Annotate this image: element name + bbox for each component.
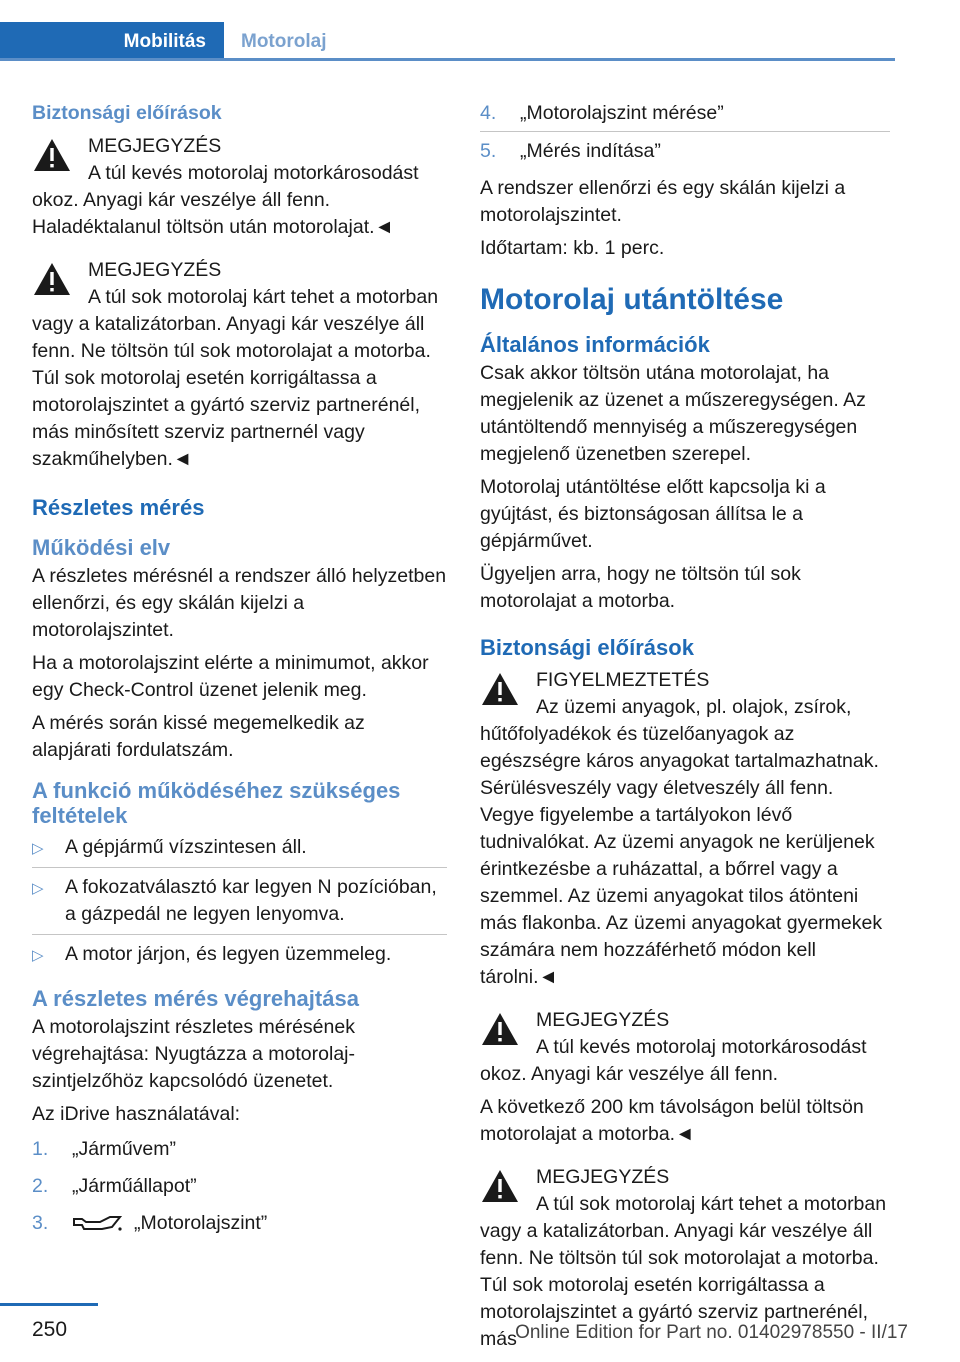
note-text: A túl kevés motorolaj motorkárosodást okoz. Anyagi kár veszélye áll fenn. <box>480 1036 867 1085</box>
paragraph: A rendszer ellenőrzi és egy skálán kijelzi a motorolajszintet. <box>480 177 846 226</box>
list-item: ▷ A fokozatválasztó kar legyen N pozícióban, a gázpedál ne legyen lenyomva. <box>32 874 447 935</box>
chapter-heading: Motorolaj utántöltése <box>480 283 784 316</box>
right-column <box>480 100 890 1359</box>
warning-triangle-icon <box>32 261 72 297</box>
header-divider <box>0 58 895 61</box>
note-text: A túl kevés motorolaj motorkárosodást okoz. Anyagi kár veszélye áll fenn. Haladéktalanul töltsön után motorolajat.◄ <box>32 162 419 238</box>
subsection-heading: A funkció működéséhez szükséges feltételek <box>32 778 401 828</box>
note-title: MEGJEGYZÉS <box>88 259 222 281</box>
paragraph: Motorolaj utántöltése előtt kapcsolja ki a gyújtást, és biztonságosan állítsa le a gépjárművet. <box>480 476 826 552</box>
conditions-list <box>32 834 447 974</box>
subsection-heading: A részletes mérés végrehajtása <box>32 986 359 1011</box>
steps-list <box>32 1136 447 1237</box>
oil-can-icon <box>72 1213 124 1235</box>
step-item: 5. „Mérés indítása” <box>480 140 661 162</box>
section-heading: Részletes mérés <box>32 495 205 520</box>
warning-triangle-icon <box>32 137 72 173</box>
note-text: A túl sok motorolaj kárt tehet a motorban vagy a katalizátorban. Anyagi kár veszélye áll fenn. Ne töltsön túl sok motorolajat a motorba. Túl sok motorolaj esetén korrigáltassa a motorolajszintet a gyártó szerviz partnerénél, más <box>480 1193 887 1350</box>
paragraph: A mérés során kissé megemelkedik az alapjárati fordulatszám. <box>32 712 365 761</box>
warning-text: Az üzemi anyagok, pl. olajok, zsírok, hűtőfolyadékok és tüzelőanyagok az egészségre káros anyagokat tartalmazhatnak. Sérülésveszély vagy életveszély áll fenn. Vegye figyelembe a tartályokon lévő tudnivalókat. Az üzemi anyagok ne kerüljenek érintkezésbe a ruházattal, a bőrrel vagy a szemmel. Az üzemi anyagokat tilos átönteni más flakonba. Az üzemi anyagokat gyermekek számára nem hozzáférhető módon kell tárolni.◄ <box>480 696 883 988</box>
page-header <box>0 0 895 62</box>
subsection-heading: Működési elv <box>32 535 171 560</box>
note-text: A következő 200 km távolságon belül töltsön motorolajat a motorba.◄ <box>480 1096 864 1145</box>
tab-motorolaj[interactable]: Motorolaj <box>241 30 327 52</box>
triangle-bullet-icon: ▷ <box>32 840 44 857</box>
step-item: 2. „Járműállapot” <box>32 1175 197 1197</box>
paragraph: Ügyeljen arra, hogy ne töltsön túl sok motorolajat a motorba. <box>480 563 801 612</box>
step-item: 1. „Járművem” <box>32 1138 177 1160</box>
edition-text: Online Edition for Part no. 01402978550 - II/17 <box>515 1322 908 1343</box>
note-title: MEGJEGYZÉS <box>536 1009 670 1031</box>
paragraph: Ha a motorolajszint elérte a minimumot, akkor egy Check-Control üzenet jelenik meg. <box>32 652 429 701</box>
paragraph: Időtartam: kb. 1 perc. <box>480 237 665 259</box>
triangle-bullet-icon: ▷ <box>32 947 44 964</box>
note-block <box>480 1007 890 1148</box>
note-text: A túl sok motorolaj kárt tehet a motorban vagy a katalizátorban. Anyagi kár veszélye áll fenn. Ne töltsön túl sok motorolajat a motorba. Túl sok motorolaj esetén korrigáltassa a motorolajszintet a gyártó szerviz partnerénél, más minősített szerviz partnernél vagy szakműhelyben.◄ <box>32 286 439 470</box>
paragraph: A részletes mérésnél a rendszer álló helyzetben ellenőrzi, és egy skálán kijelzi a motorolajszintet. <box>32 565 447 641</box>
paragraph: Csak akkor töltsön utána motorolajat, ha megjelenik az üzenet a műszeregységen. Az utántöltendő mennyiség a műszeregységen megjelenő üzenetben szerepel. <box>480 362 866 465</box>
footer-divider <box>0 1303 98 1306</box>
paragraph: Az iDrive használatával: <box>32 1103 241 1125</box>
paragraph: A motorolajszint részletes mérésének végrehajtása: Nyugtázza a motorolaj-szintjelzőhöz kapcsolódó üzenetet. <box>32 1016 355 1092</box>
step-item: 4. „Motorolajszint mérése” <box>480 100 890 132</box>
left-column <box>32 100 447 1247</box>
safety-heading: Biztonsági előírások <box>32 102 222 124</box>
triangle-bullet-icon: ▷ <box>32 880 44 897</box>
page-number: 250 <box>32 1318 68 1341</box>
warning-title: FIGYELMEZTETÉS <box>536 669 710 691</box>
note-title: MEGJEGYZÉS <box>88 135 222 157</box>
warning-triangle-icon <box>480 1011 520 1047</box>
note-block <box>32 133 447 241</box>
steps-list <box>480 100 890 165</box>
step-item: 3. „Motorolajszint” <box>32 1212 268 1234</box>
warning-triangle-icon <box>480 671 520 707</box>
note-block <box>32 257 447 473</box>
subsection-heading: Általános információk <box>480 332 710 357</box>
warning-triangle-icon <box>480 1168 520 1204</box>
tab-mobilitas[interactable]: Mobilitás <box>0 22 224 61</box>
note-title: MEGJEGYZÉS <box>536 1166 670 1188</box>
warning-block <box>480 667 890 991</box>
list-item: ▷ A motor járjon, és legyen üzemmeleg. <box>32 941 447 974</box>
subsection-heading: Biztonsági előírások <box>480 635 694 660</box>
list-item: ▷ A gépjármű vízszintesen áll. <box>32 834 447 868</box>
